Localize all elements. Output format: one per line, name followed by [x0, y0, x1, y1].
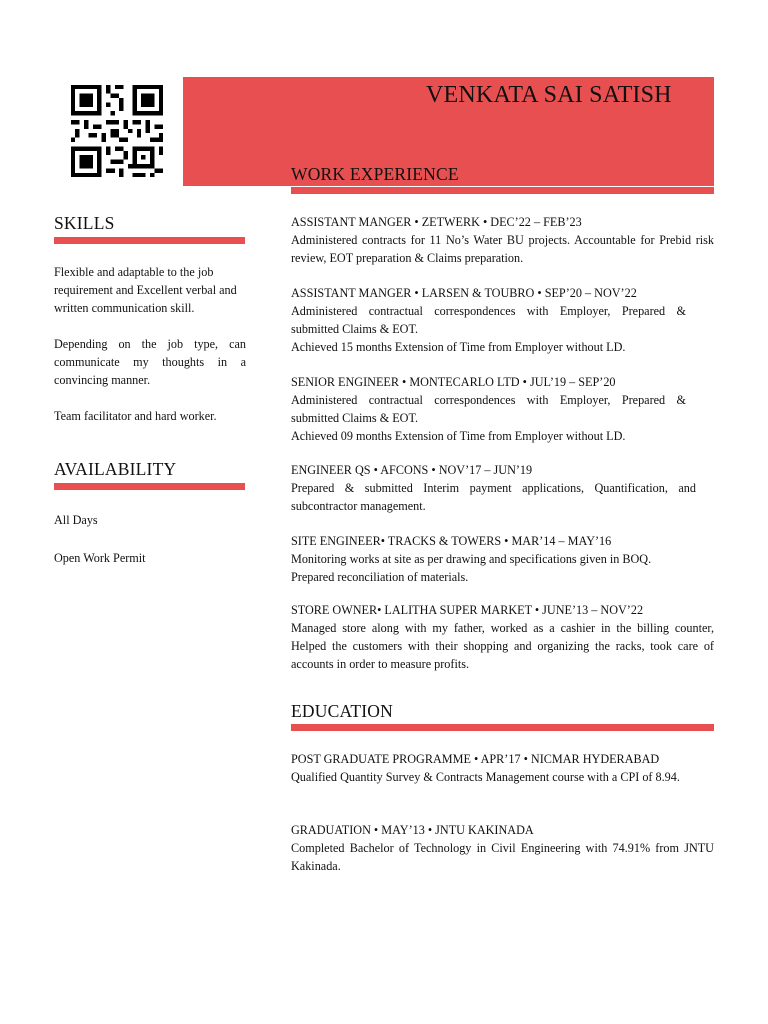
qr-code — [62, 76, 172, 186]
education-heading: EDUCATION — [291, 701, 393, 721]
job-entry — [291, 461, 714, 515]
job-title: ASSISTANT MANGER • ZETWERK • DEC’22 – FEB’23 — [291, 215, 582, 229]
availability-heading: AVAILABILITY — [54, 459, 177, 479]
job-description-line: Monitoring works at site as per drawing and specifications given in BOQ. — [291, 552, 652, 566]
education-description-line: Qualified Quantity Survey & Contracts Management course with a CPI of 8.94. — [291, 770, 680, 784]
availability-item: Open Work Permit — [54, 551, 146, 565]
skills-text — [54, 263, 246, 425]
skills-heading: SKILLS — [54, 213, 115, 233]
job-description-line: Managed store along with my father, worked as a cashier in the billing counter, Helped the customers with their shopping and organizing the racks, took care of accounts in order to measure profits. — [291, 621, 714, 671]
availability-item: All Days — [54, 513, 98, 527]
job-title: ASSISTANT MANGER • LARSEN & TOUBRO • SEP’20 – NOV’22 — [291, 286, 637, 300]
education-description-line: Completed Bachelor of Technology in Civil Engineering with 74.91% from JNTU Kakinada. — [291, 841, 714, 873]
education-title: POST GRADUATE PROGRAMME • APR’17 • NICMAR HYDERABAD — [291, 752, 660, 766]
candidate-name: VENKATA SAI SATISH — [426, 82, 672, 108]
education-title: GRADUATION • MAY’13 • JNTU KAKINADA — [291, 823, 534, 837]
job-description — [291, 391, 714, 445]
job-entry — [291, 373, 714, 445]
job-title: SENIOR ENGINEER • MONTECARLO LTD • JUL’19 – SEP’20 — [291, 375, 616, 389]
job-description-line: Prepared & submitted Interim payment applications, Quantification, and subcontractor management. — [291, 481, 696, 513]
availability-divider — [54, 483, 245, 490]
education-entry — [291, 750, 714, 786]
skills-divider — [54, 237, 245, 244]
job-description-line: Achieved 09 months Extension of Time from Employer without LD. — [291, 429, 626, 443]
availability-list — [54, 511, 246, 567]
work-experience-divider — [291, 187, 714, 194]
skill-paragraph: Depending on the job type, can communicate my thoughts in a convincing manner. — [54, 337, 246, 387]
job-title: STORE OWNER• LALITHA SUPER MARKET • JUNE’13 – NOV’22 — [291, 603, 644, 617]
job-entry — [291, 532, 714, 586]
job-description-line: Administered contractual correspondences with Employer, Prepared & submitted Claims & EOT. — [291, 304, 686, 336]
education-divider — [291, 724, 714, 731]
qr-code-icon — [62, 76, 172, 186]
job-title: ENGINEER QS • AFCONS • NOV’17 – JUN’19 — [291, 463, 533, 477]
job-entry — [291, 284, 714, 356]
job-description-line: Administered contracts for 11 No’s Water BU projects. Accountable for Prebid risk review, EOT preparation & Claims preparation. — [291, 233, 714, 265]
job-entry — [291, 213, 714, 267]
skill-paragraph: Team facilitator and hard worker. — [54, 409, 217, 423]
job-entry — [291, 601, 714, 673]
job-title: SITE ENGINEER• TRACKS & TOWERS • MAR’14 – MAY’16 — [291, 534, 612, 548]
job-description-line: Achieved 15 months Extension of Time from Employer without LD. — [291, 340, 626, 354]
job-description — [291, 550, 714, 586]
work-experience-heading: WORK EXPERIENCE — [291, 164, 459, 184]
job-description — [291, 619, 714, 673]
job-description — [291, 302, 714, 356]
education-entry — [291, 821, 714, 875]
job-description-line: Administered contractual correspondences with Employer, Prepared & submitted Claims & EOT. — [291, 393, 686, 425]
education-description — [291, 839, 714, 875]
job-description — [291, 479, 714, 515]
job-description — [291, 231, 714, 267]
education-description — [291, 768, 714, 786]
skill-paragraph: Flexible and adaptable to the job requirement and Excellent verbal and written communication skill. — [54, 265, 237, 315]
job-description-line: Prepared reconciliation of materials. — [291, 570, 469, 584]
